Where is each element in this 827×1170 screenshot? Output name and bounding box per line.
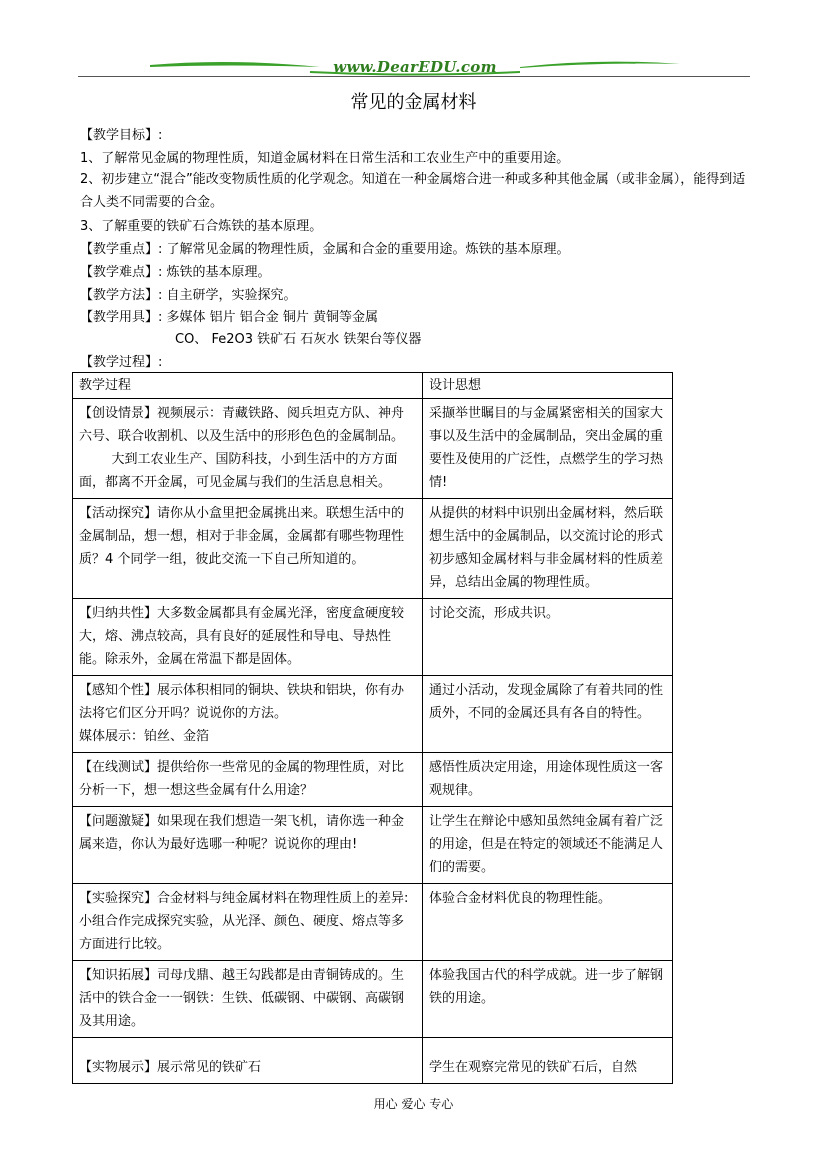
table-header-row: [73, 373, 673, 399]
table-header-cell: 设计思想: [423, 373, 673, 399]
table-cell-process: 【实验探究】合金材料与纯金属材料在物理性质上的差异: 小组合作完成探究实验，从光泽、颜色、硬度、熔点等多方面进行比较。: [73, 884, 423, 961]
table-cell-process: [73, 399, 423, 499]
objective-item-1: 1、了解常见金属的物理性质，知道金属材料在日常生活和工农业生产中的重要用途。: [80, 151, 570, 166]
table-row: [73, 399, 673, 499]
table-cell-design: 让学生在辩论中感知虽然纯金属有着广泛的用途，但是在特定的领域还不能满足人们的需要。: [423, 807, 673, 884]
table-cell-design: 讨论交流，形成共识。: [423, 599, 673, 676]
process-heading: 【教学过程】:: [80, 355, 163, 370]
table-row: [73, 807, 673, 884]
site-logo: [150, 56, 680, 78]
cell-text-extra: 媒体展示：铂丝、金箔: [79, 729, 210, 744]
table-row: [73, 961, 673, 1038]
teaching-tools-line-2: CO、 Fe2O3 铁矿石 石灰水 铁架台等仪器: [175, 332, 422, 347]
table-cell-design: 从提供的材料中识别出金属材料，然后联想生活中的金属制品，以交流讨论的形式初步感知金属材料与非金属材料的性质差异，总结出金属的物理性质。: [423, 499, 673, 599]
table-header-cell: 教学过程: [73, 373, 423, 399]
objectives-heading: 【教学目标】:: [80, 128, 163, 143]
objective-item-2: 2、初步建立“混合”能改变物质性质的化学观念。知道在一种金属熔合进一种或多种其他金属（或非金属），能得到适合人类不同需要的合金。: [80, 172, 746, 210]
page-title: 常见的金属材料: [350, 92, 477, 113]
table-row: [73, 599, 673, 676]
table-cell-process: [73, 676, 423, 753]
table-cell-design: 采撷举世瞩目的与金属紧密相关的国家大事以及生活中的金属制品，突出金属的重要性及使用的广泛性，点燃学生的学习热情!: [423, 399, 673, 499]
cell-text-extra: 大到工农业生产、国防科技，小到生活中的方方面面，都离不开金属，可见金属与我们的生活息息相关。: [79, 452, 398, 490]
table-cell-process: 【知识拓展】司母戊鼎、越王勾践都是由青铜铸成的。生活中的铁合金一一钢铁：生铁、低碳钢、中碳钢、高碳钢及其用途。: [73, 961, 423, 1038]
header-divider: [78, 76, 750, 77]
teaching-difficulty: 【教学难点】: 炼铁的基本原理。: [80, 265, 271, 280]
table-row: [73, 753, 673, 807]
table-row: [73, 1038, 673, 1084]
table-row: [73, 884, 673, 961]
page-footer: 用心 爱心 专心: [373, 1097, 454, 1111]
table-cell-process: 【问题激疑】如果现在我们想造一架飞机，请你选一种金属来造，你认为最好选哪一种呢？说说你的理由!: [73, 807, 423, 884]
objective-item-3: 3、了解重要的铁矿石合炼铁的基本原理。: [80, 219, 323, 234]
table-row: [73, 499, 673, 599]
table-cell-design: 体验合金材料优良的物理性能。: [423, 884, 673, 961]
table-row: [73, 676, 673, 753]
key-points: 【教学重点】: 了解常见金属的物理性质，金属和合金的重要用途。炼铁的基本原理。: [80, 242, 570, 257]
teaching-process-table: [72, 372, 673, 1084]
table-cell-process: 【归纳共性】大多数金属都具有金属光泽，密度盒硬度较大，熔、沸点较高，具有良好的延展性和导电、导热性能。除汞外，金属在常温下都是固体。: [73, 599, 423, 676]
teaching-methods: 【教学方法】: 自主研学，实验探究。: [80, 288, 297, 303]
cell-text: 【感知个性】展示体积相同的铜块、铁块和铝块，你有办法将它们区分开吗？说说你的方法。: [79, 683, 405, 721]
table-cell-design: 学生在观察完常见的铁矿石后，自然: [423, 1038, 673, 1084]
table-cell-process: 【实物展示】展示常见的铁矿石: [73, 1038, 423, 1084]
table-cell-process: 【活动探究】请你从小盒里把金属挑出来。联想生活中的金属制品，想一想，相对于非金属，金属都有哪些物理性质？4 个同学一组，彼此交流一下自己所知道的。: [73, 499, 423, 599]
logo-text: www.DearEDU.com: [333, 58, 497, 76]
cell-text: 【创设情景】视频展示：青藏铁路、阅兵坦克方队、神舟六号、联合收割机、以及生活中的形形色色的金属制品。: [79, 406, 405, 444]
teaching-tools-line-1: 【教学用具】: 多媒体 铝片 铝合金 铜片 黄铜等金属: [80, 310, 379, 325]
table-cell-design: 感悟性质决定用途，用途体现性质这一客观规律。: [423, 753, 673, 807]
table-cell-process: 【在线测试】提供给你一些常见的金属的物理性质，对比分析一下，想一想这些金属有什么用途？: [73, 753, 423, 807]
table-cell-design: 通过小活动，发现金属除了有着共同的性质外，不同的金属还具有各自的特性。: [423, 676, 673, 753]
table-cell-design: 体验我国古代的科学成就。进一步了解钢铁的用途。: [423, 961, 673, 1038]
